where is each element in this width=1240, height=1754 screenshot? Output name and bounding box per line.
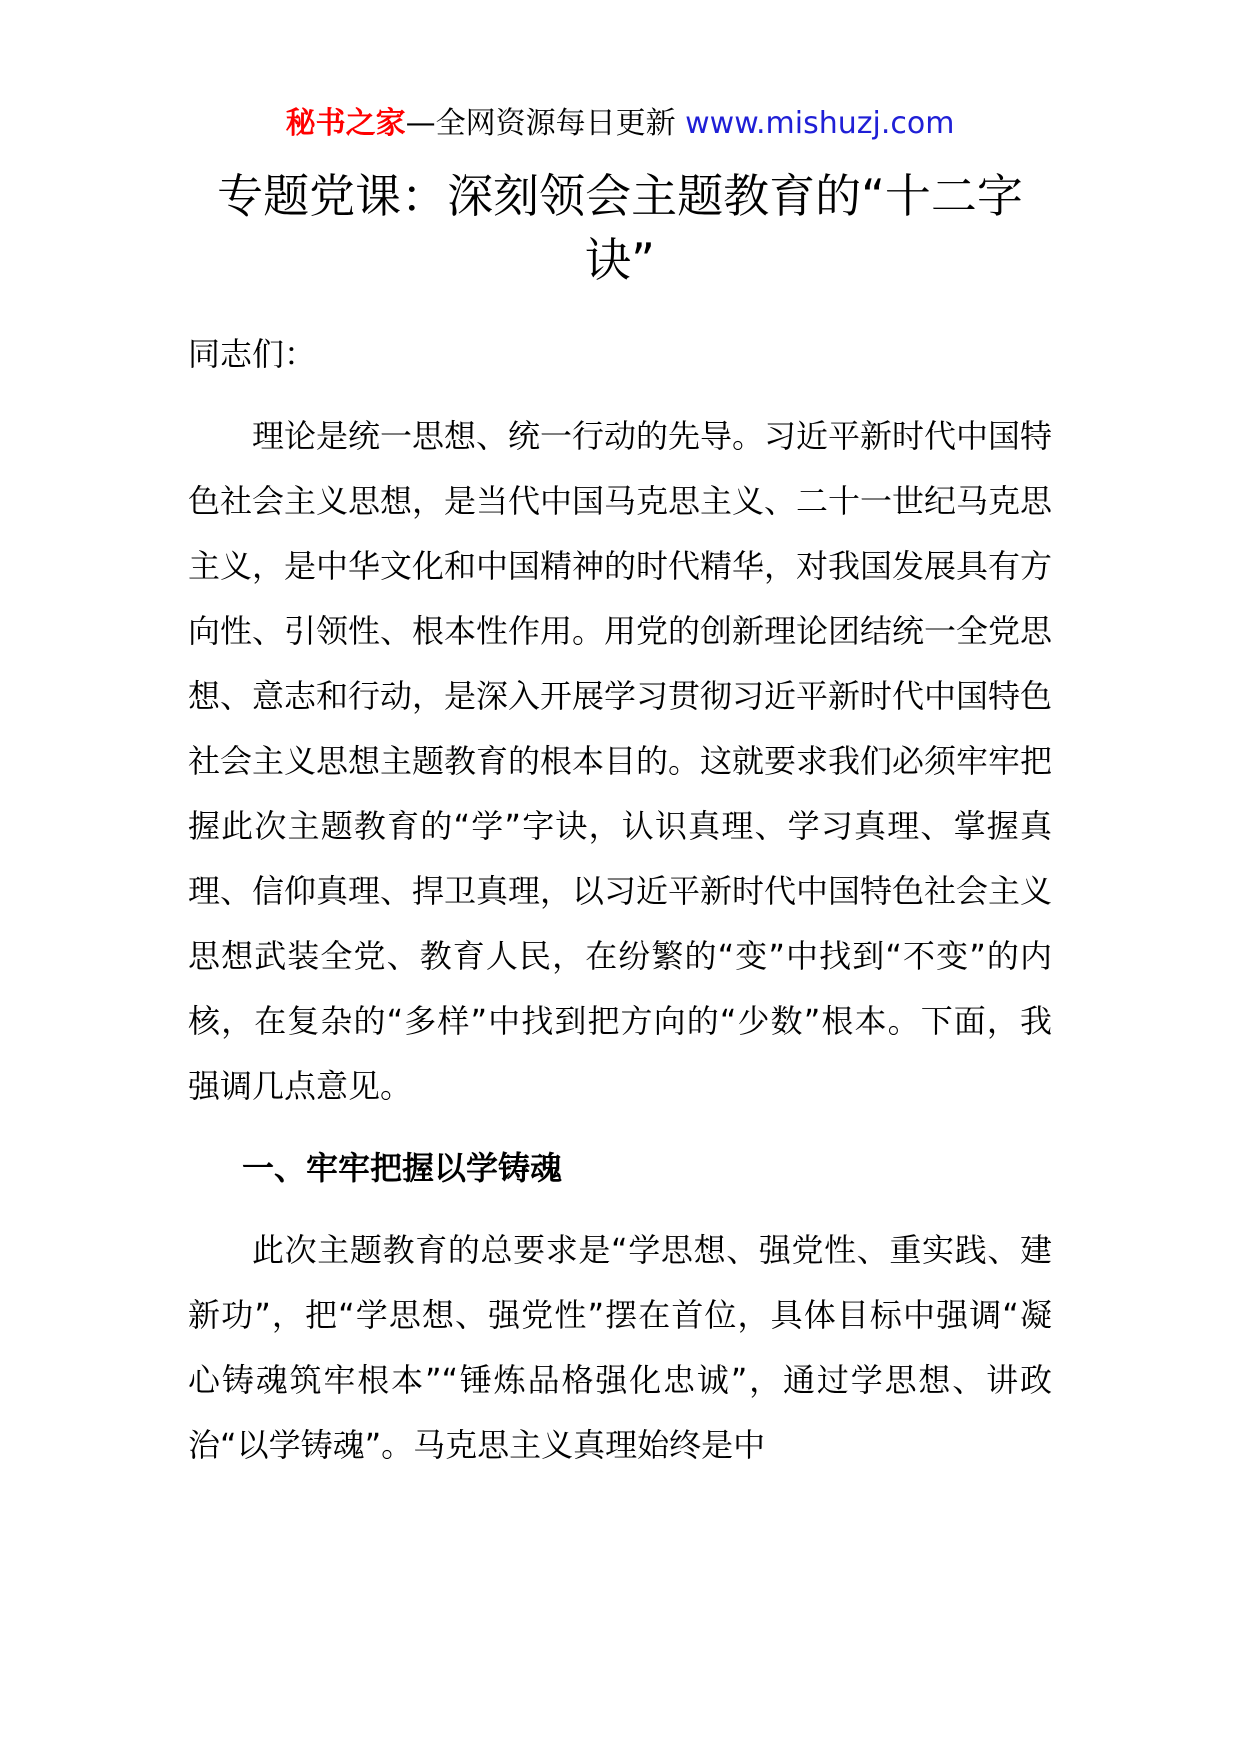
document-title: 专题党课：深刻领会主题教育的“十二字诀”	[217, 169, 1023, 287]
site-header	[0, 104, 1240, 144]
section-heading: 一、牢牢把握以学铸魂	[242, 1149, 563, 1187]
site-url-link[interactable]: www.mishuzj.com	[685, 106, 955, 141]
intro-paragraph: 理论是统一思想、统一行动的先导。习近平新时代中国特色社会主义思想，是当代中国马克思主义、二十一世纪马克思主义，是中华文化和中国精神的时代精华，对我国发展具有方向性、引领性、根本性作用。用党的创新理论团结统一全党思想、意志和行动，是深入开展学习贯彻习近平新时代中国特色社会主义思想主题教育的根本目的。这就要求我们必须牢牢把握此次主题教育的“学”字诀，认识真理、学习真理、掌握真理、信仰真理、捍卫真理，以习近平新时代中国特色社会主义思想武装全党、教育人民，在纷繁的“变”中找到“不变”的内核，在复杂的“多样”中找到把方向的“少数”根本。下面，我强调几点意见。	[188, 417, 1053, 1105]
site-brand: 秘书之家	[285, 106, 406, 141]
salutation: 同志们：	[188, 335, 317, 373]
section-paragraph: 此次主题教育的总要求是“学思想、强党性、重实践、建新功”，把“学思想、强党性”摆在首位，具体目标中强调“凝心铸魂筑牢根本”“锤炼品格强化忠诚”，通过学思想、讲政治“以学铸魂”。马克思主义真理始终是中	[188, 1231, 1052, 1464]
document-body	[188, 322, 1052, 1478]
site-tagline: —全网资源每日更新	[405, 106, 676, 141]
